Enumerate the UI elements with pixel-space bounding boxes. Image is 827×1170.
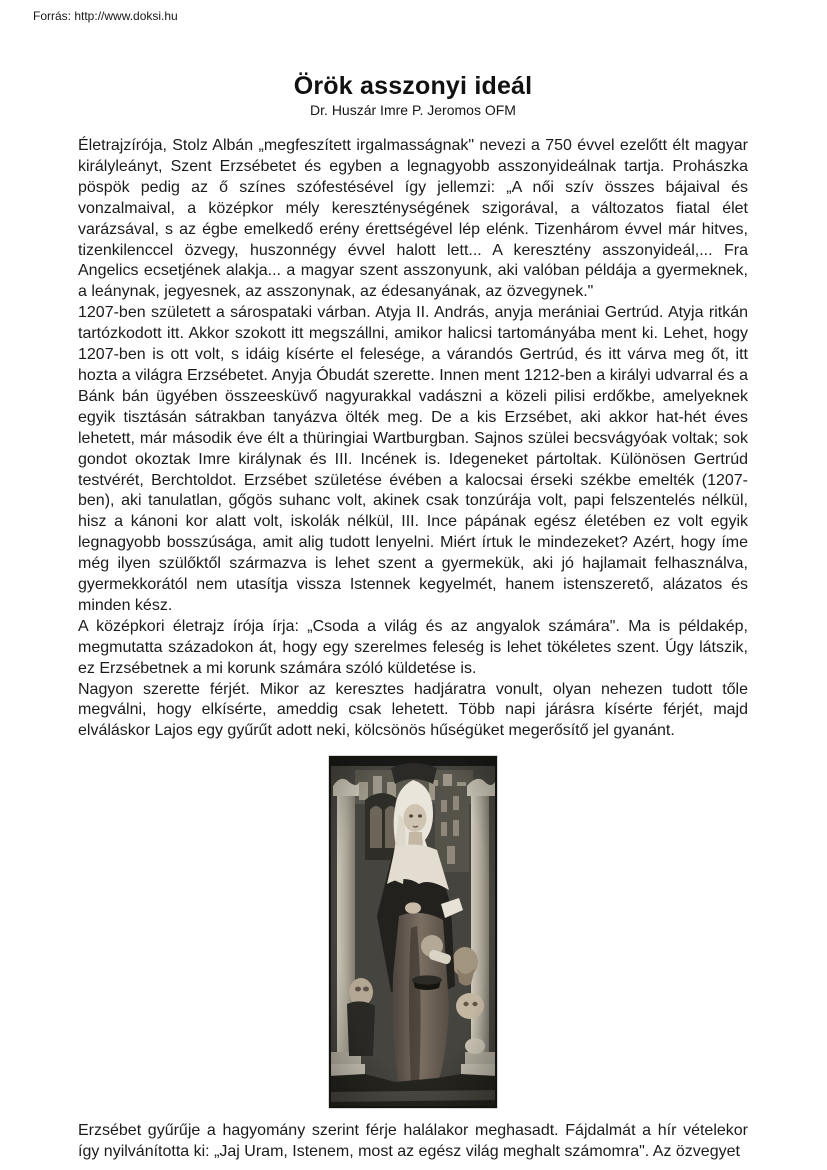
paragraph-birth-family: 1207-ben született a sárospataki várban. Atyja II. András, anyja merániai Gertrúd. Atyja ritkán tartózkodott itt. Akkor szokott itt megszállni, amikor halicsi tartományába ment ki. Lehet, hogy 1207-ben is ott volt, s idáig kísérte el felesége, a várandós Gertrúd, és itt várva meg őt, itt hozta a világra Erzsébetet. Anyja Óbudát szerette. Innen ment 1212-ben a királyi udvarral és a Bánk bán ügyében összeesküvő nagyurakkal vadászni a közeli pilisi erdőkbe, amelyeknek egyik tisztásán sátrakban tanyázva ölték meg. De a kis Erzsébet, aki akkor hat-hét éves lehetett, már második éve élt a thüringiai Wartburgban. Sajnos szülei becsvágyóak voltak; sok gondot okoztak Imre királynak és III. Incének is. Idegeneket pártoltak. Különösen Gertrúd testvérét, Berchtoldot. Erzsébet születése évében a kalocsai érseki székbe emelték (1207-ben), aki tanulatlan, gőgös suhanc volt, akinek csak tonzúrája volt, papi felszentelés nélkül, hisz a kánoni kor alatt volt, iskolák nélkül, III. Ince pápának egész életében ez volt egyik legnagyobb bosszúsága, amit alig tudott lenyelni. Miért írtuk le mindezeket? Azért, hogy íme még ilyen szülőktől származva is lehet szent a gyermekük, aki jó hajlamait felhasználva, gyermekkorától nem utasítja vissza Istennek kegyelmét, hanem istenszerető, alázatos és minden kész.: [78, 304, 748, 614]
page-subtitle-author: Dr. Huszár Imre P. Jeromos OFM: [310, 102, 516, 118]
paragraph-medieval-biographer: A középkori életrajz írója írja: „Csoda a világ és az angyalok számára". Ma is példakép, megmutatta századokon át, hogy egy szerelmes feleség is lehet tökéletes szent. Úgy látszik, ez Erzsébetnek a mi korunk számára szóló küldetése is.: [78, 617, 748, 677]
paragraph-husband-crusade: Nagyon szerette férjét. Mikor az keresztes hadjáratra vonult, olyan nehezen tudott tőle megválni, hogy elkísérte, ameddig csak lehetett. Több napi járásra kísérte férjét, majd elváláskor Lajos egy gyűrűt adott neki, kölcsönös hűségüket megerősítő jel gyanánt.: [78, 680, 748, 740]
saint-elizabeth-painting-image: [329, 756, 497, 1108]
article-body: [78, 136, 748, 1163]
page-title: Örök asszonyi ideál: [293, 72, 533, 100]
source-url-text: Forrás: http://www.doksi.hu: [33, 9, 178, 23]
paragraph-biography-intro: Életrajzírója, Stolz Albán „megfeszített irgalmasságnak" nevezi a 750 évvel ezelőtt élt magyar királyleányt, Szent Erzsébetet és egyben a legnagyobb asszonyideálnak tartja. Prohászka pöspök pedig az ő színes szófestésével így jellemzi: „A női szív összes bájaival és vonzalmaival, a középkor mély kereszténységének szigorával, a változatos fiatal élet varázsával, s az égbe emelkedő erény érettségével lép elénk. Tizenhárom évvel már hitves, tizenkilenccel özvegy, huszonnégy évvel halott lett... A keresztény asszonyideál,... Fra Angelics ecsetjének alakja... a magyar szent asszonyunk, aki valóban példája a gyermeknek, a leánynak, jegyesnek, az asszonynak, az édesanyának, az özvegynek.": [78, 137, 748, 301]
figure-container: [78, 756, 748, 1108]
paragraph-ring-widow: Erzsébet gyűrűje a hagyomány szerint férje halálakor meghasadt. Fájdalmát a hír vételekor így nyilvánította ki: „Jaj Uram, Istenem, most az egész világ meghalt számomra". Az özvegyet: [78, 1122, 748, 1161]
